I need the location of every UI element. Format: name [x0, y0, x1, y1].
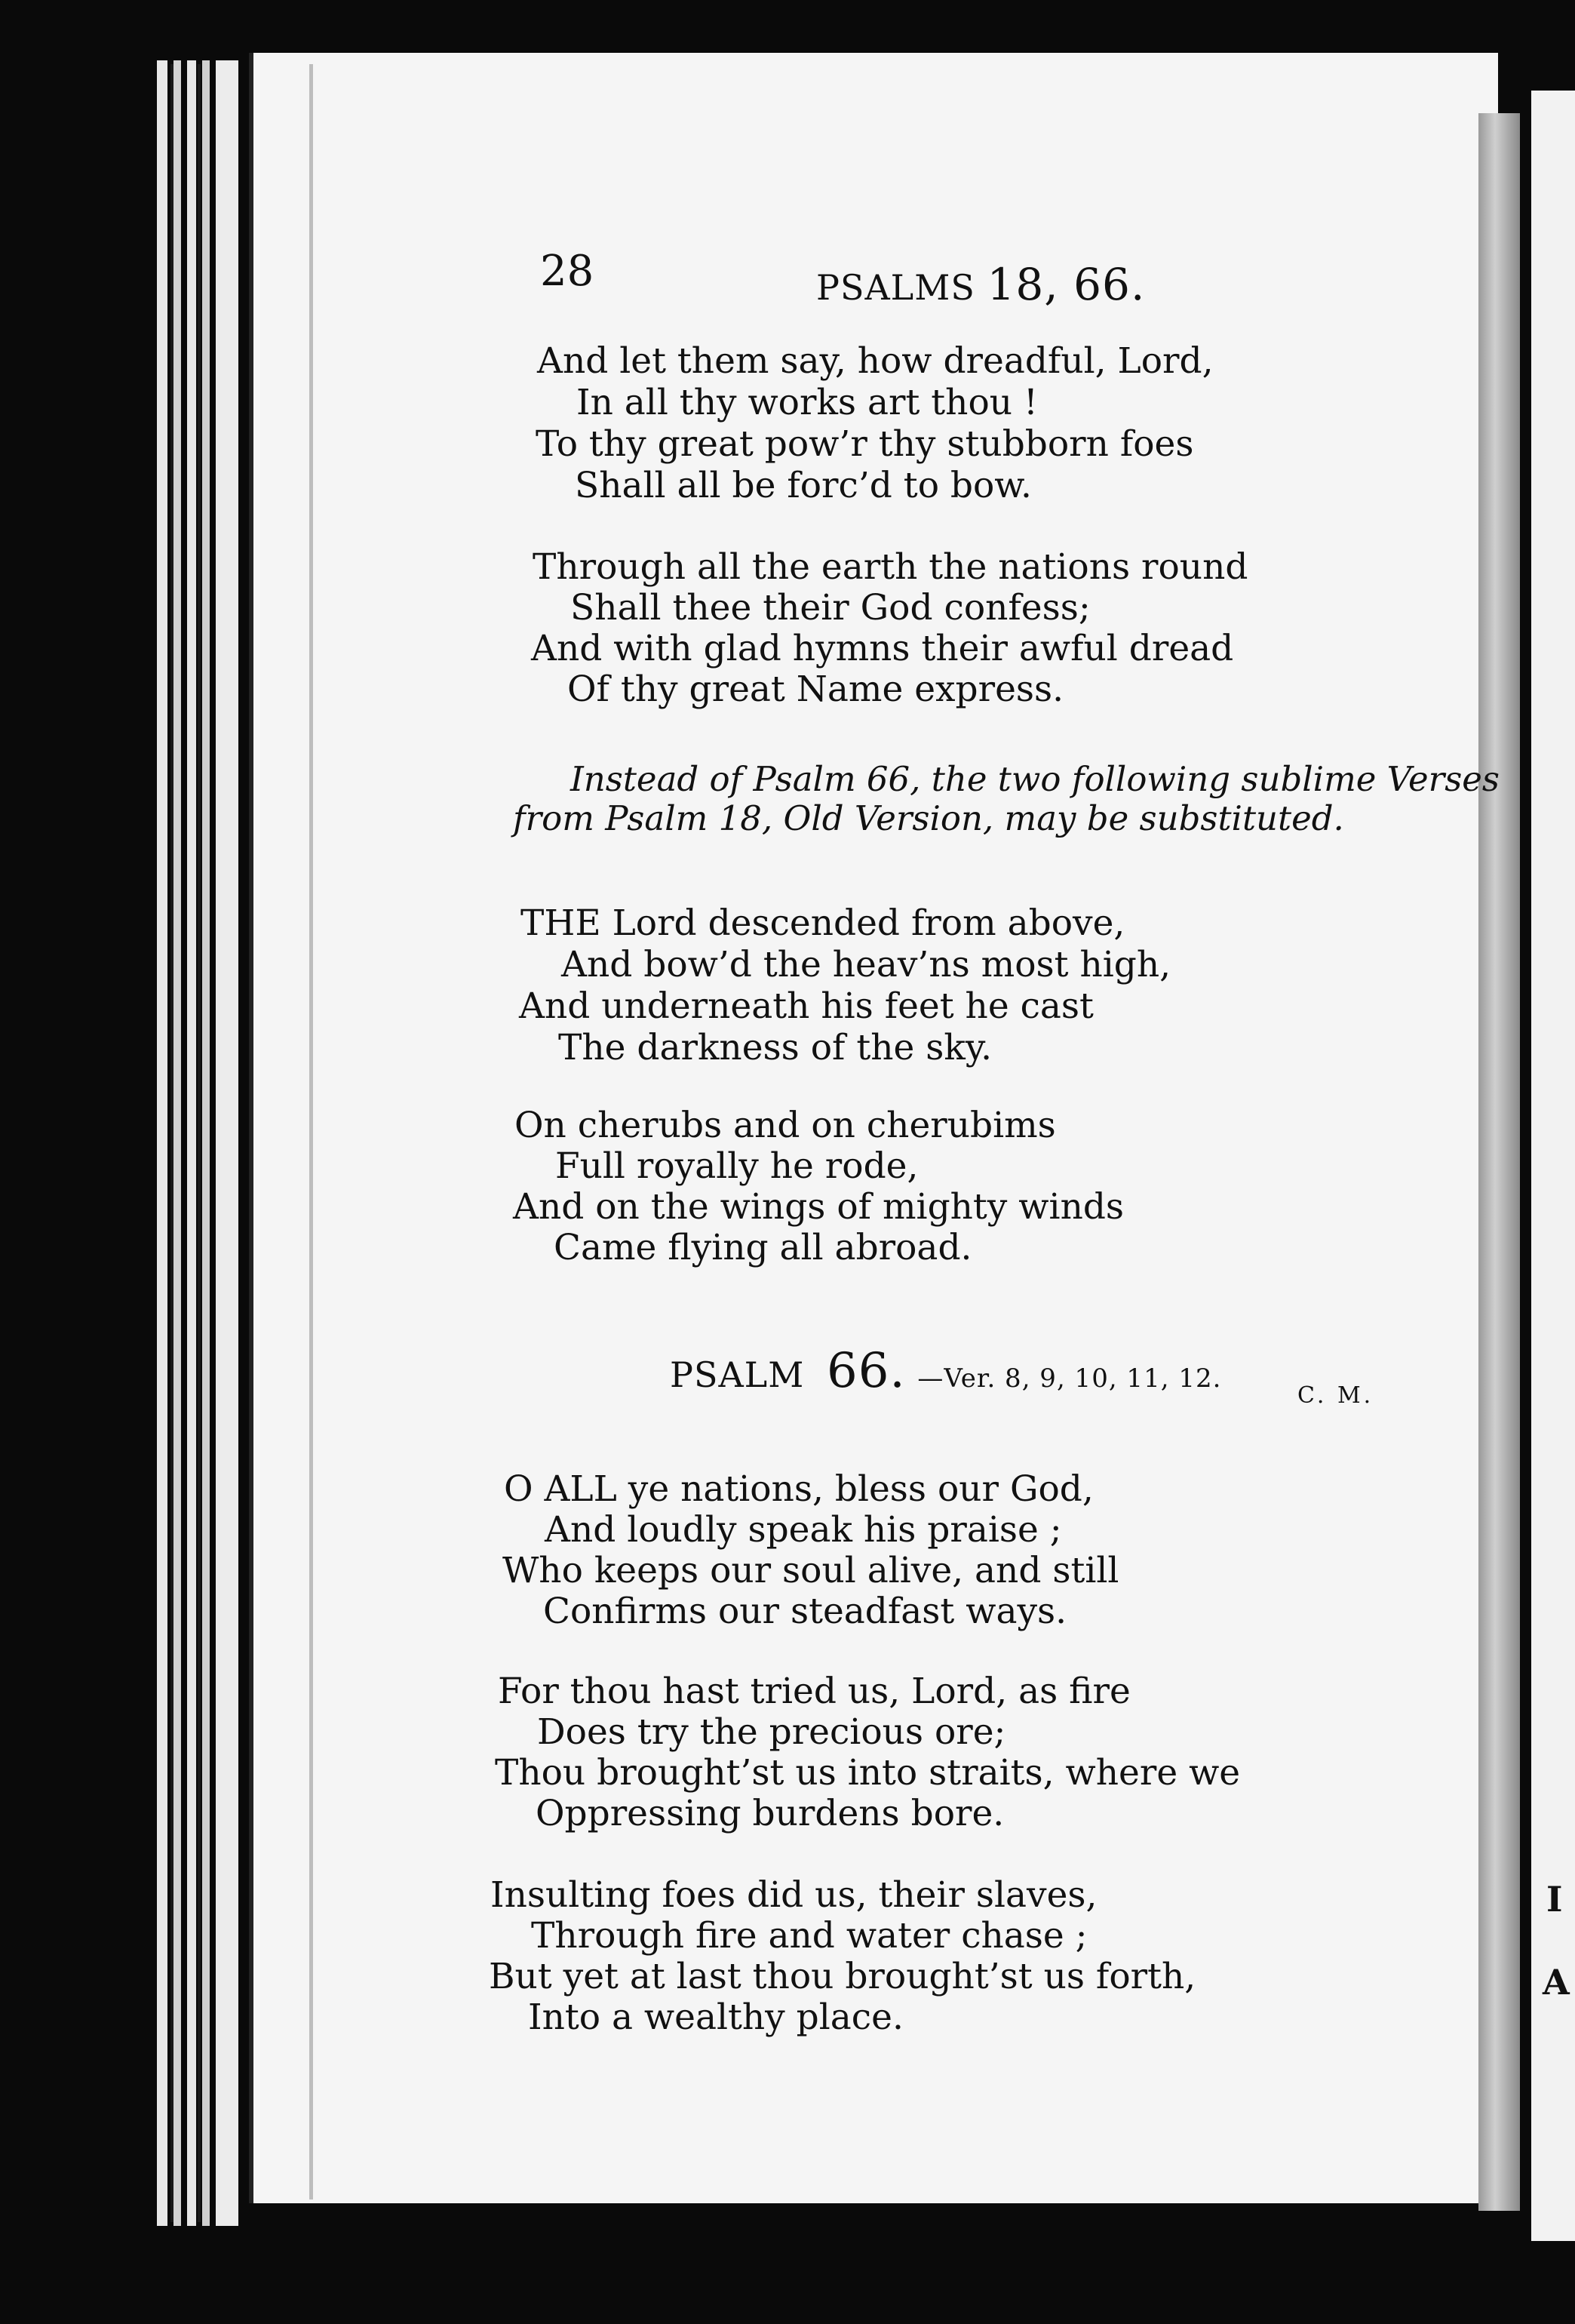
- verse-line: And let them say, how dreadful, Lord,: [537, 340, 1214, 382]
- verse-line: Insulting foes did us, their slaves,: [490, 1874, 1098, 1916]
- verse-line: And on the wings of mighty winds: [513, 1186, 1125, 1228]
- psalm-heading: [670, 1343, 1222, 1399]
- edge-shadow: [170, 64, 173, 2222]
- verse-line: Who keeps our soul alive, and still: [502, 1550, 1119, 1591]
- page-gutter: [1478, 113, 1520, 2211]
- psalm-heading-number: 66.: [826, 1343, 906, 1399]
- page-margin-line: [309, 64, 313, 2200]
- book-edge: [187, 60, 196, 2226]
- verse-line: Shall thee their God confess;: [570, 587, 1091, 629]
- verse-line: For thou hast tried us, Lord, as fire: [498, 1671, 1131, 1712]
- running-title-word: PSALMS: [816, 267, 975, 308]
- verse-line: Confirms our steadfast ways.: [543, 1591, 1067, 1632]
- editorial-note: from Psalm 18, Old Version, may be substituted.: [513, 798, 1344, 838]
- verse-line: The darkness of the sky.: [558, 1027, 993, 1068]
- verse-line: Into a wealthy place.: [528, 1997, 904, 2038]
- verse-line: THE Lord descended from above,: [520, 902, 1125, 944]
- verse-line: In all thy works art thou !: [576, 382, 1038, 423]
- book-edge: [202, 60, 210, 2226]
- verse-line: Thou brought’st us into straits, where we: [495, 1752, 1241, 1794]
- edge-shadow: [198, 64, 201, 2222]
- verse-line: But yet at last thou brought’st us forth,: [489, 1956, 1196, 1997]
- book-edge: [173, 60, 181, 2226]
- verse-line: And underneath his feet he cast: [519, 985, 1094, 1027]
- verse-line: Through fire and water chase ;: [531, 1915, 1088, 1957]
- verse-line: O ALL ye nations, bless our God,: [504, 1468, 1094, 1510]
- verse-line: And with glad hymns their awful dread: [531, 628, 1234, 669]
- verse-line: Does try the precious ore;: [537, 1711, 1006, 1753]
- verse-line: To thy great pow’r thy stubborn foes: [536, 423, 1194, 465]
- facing-page-letter: I: [1546, 1879, 1563, 1920]
- verse-line: Through all the earth the nations round: [533, 546, 1248, 588]
- verse-line: Full royally he rode,: [555, 1145, 919, 1187]
- verse-line: Came flying all abroad.: [554, 1227, 972, 1268]
- verse-line: And loudly speak his praise ;: [545, 1509, 1062, 1551]
- book-edge: [157, 60, 167, 2226]
- running-title: [816, 259, 1146, 310]
- facing-page-letter: A: [1543, 1962, 1570, 2003]
- verse-line: On cherubs and on cherubims: [514, 1105, 1056, 1146]
- verse-line: Shall all be forc’d to bow.: [575, 465, 1032, 506]
- running-title-numbers: 18, 66.: [987, 259, 1146, 310]
- book-edge: [216, 60, 238, 2226]
- verse-line: And bow’d the heav’ns most high,: [561, 944, 1171, 985]
- verse-line: Of thy great Name express.: [567, 669, 1064, 710]
- psalm-heading-word: PSALM: [670, 1354, 805, 1395]
- metre-label: C. M.: [1297, 1382, 1374, 1409]
- verse-line: Oppressing burdens bore.: [536, 1793, 1005, 1834]
- psalm-heading-verses: —Ver. 8, 9, 10, 11, 12.: [917, 1363, 1222, 1394]
- editorial-note: Instead of Psalm 66, the two following sublime Verses: [570, 759, 1500, 799]
- page-number: 28: [540, 247, 594, 296]
